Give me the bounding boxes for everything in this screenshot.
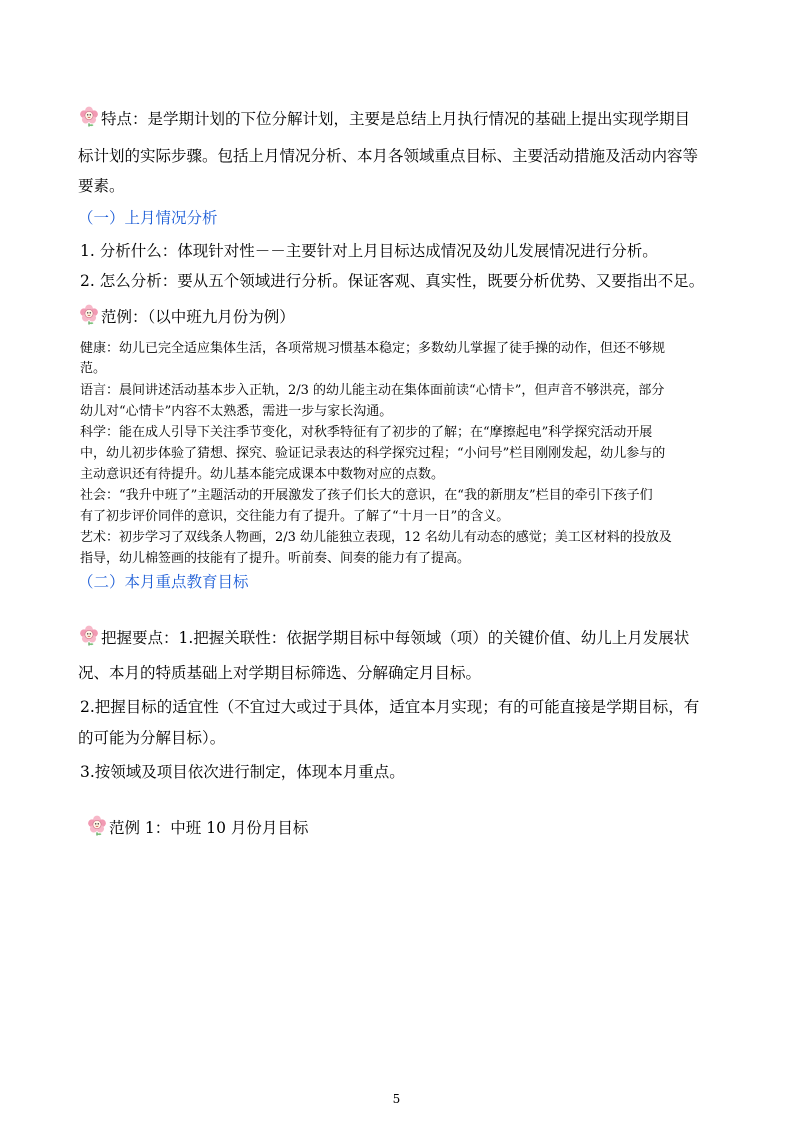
paragraph-key-points-line3: 2.把握目标的适宜性（不宜过大或过于具体，适宜本月实现；有的可能直接是学期目标，有	[80, 698, 700, 716]
paragraph-key-points-line1: 把握要点：1.把握关联性：依据学期目标中每领域（项）的关键价值、幼儿上月发展状	[78, 624, 689, 648]
example-language-line2: 幼儿对“心情卡”内容不太熟悉，需进一步与家长沟通。	[80, 404, 393, 419]
example-language-line1: 语言：晨间讲述活动基本步入正轨，2/3 的幼儿能主动在集体面前读“心情卡”，但声音不够洪亮，部分	[80, 383, 665, 398]
flower-icon	[78, 624, 100, 646]
paragraph-features-line3: 要素。	[78, 177, 125, 195]
example-art-line2: 指导，幼儿棉签画的技能有了提升。听前奏、间奏的能力有了提高。	[80, 551, 471, 566]
flower-icon	[86, 814, 108, 836]
example1-title: 范例：（以中班九月份为例）	[78, 303, 295, 327]
flower-icon	[78, 105, 100, 127]
paragraph-key-points-line4: 的可能为分解目标）。	[78, 729, 226, 747]
section-heading-this-month: （二）本月重点教育目标	[78, 573, 249, 591]
paragraph-features-line2: 标计划的实际步骤。包括上月情况分析、本月各领域重点目标、主要活动措施及活动内容等	[78, 147, 699, 165]
section-heading-last-month: （一）上月情况分析	[78, 209, 218, 227]
example-science-line3: 主动意识还有待提升。幼儿基本能完成课本中数物对应的点数。	[80, 467, 445, 482]
list-item-how: 2. 怎么分析：要从五个领域进行分析。保证客观、真实性，既要分析优势、又要指出不足。	[80, 272, 705, 290]
example2-title: 范例 1：中班 10 月份月目标	[86, 814, 308, 838]
flower-icon	[78, 303, 100, 325]
paragraph-key-points-line5: 3.按领域及项目依次进行制定，体现本月重点。	[80, 763, 405, 781]
example-art-line1: 艺术：初步学习了双线条人物画，2/3 幼儿能独立表现，12 名幼儿有动态的感觉；美工区材料的投放及	[80, 530, 672, 545]
list-item-what: 1. 分析什么：体现针对性－－主要针对上月目标达成情况及幼儿发展情况进行分析。	[80, 242, 658, 260]
paragraph-features-line1: 特点：是学期计划的下位分解计划，主要是总结上月执行情况的基础上提出实现学期目	[78, 105, 690, 129]
example-science-line2: 中，幼儿初步体验了猜想、探究、验证记录表达的科学探究过程；“小问号”栏目刚刚发起，幼儿参与的	[80, 446, 666, 461]
example-social-line1: 社会：“我升中班了”主题活动的开展激发了孩子们长大的意识，在“我的新朋友”栏目的牵引下孩子们	[80, 488, 653, 503]
example-social-line2: 有了初步评价同伴的意识，交往能力有了提升。了解了“十月一日”的含义。	[80, 509, 510, 524]
paragraph-key-points-line2: 况、本月的特质基础上对学期目标筛选、分解确定月目标。	[78, 664, 482, 682]
example-health-line1: 健康：幼儿已完全适应集体生活，各项常规习惯基本稳定；多数幼儿掌握了徒手操的动作，但还不够规	[80, 341, 666, 356]
example-health-line2: 范。	[80, 361, 107, 376]
example-science-line1: 科学：能在成人引导下关注季节变化，对秋季特征有了初步的了解；在“摩擦起电”科学探究活动开展	[80, 425, 653, 440]
page-number: 5	[392, 1092, 401, 1106]
